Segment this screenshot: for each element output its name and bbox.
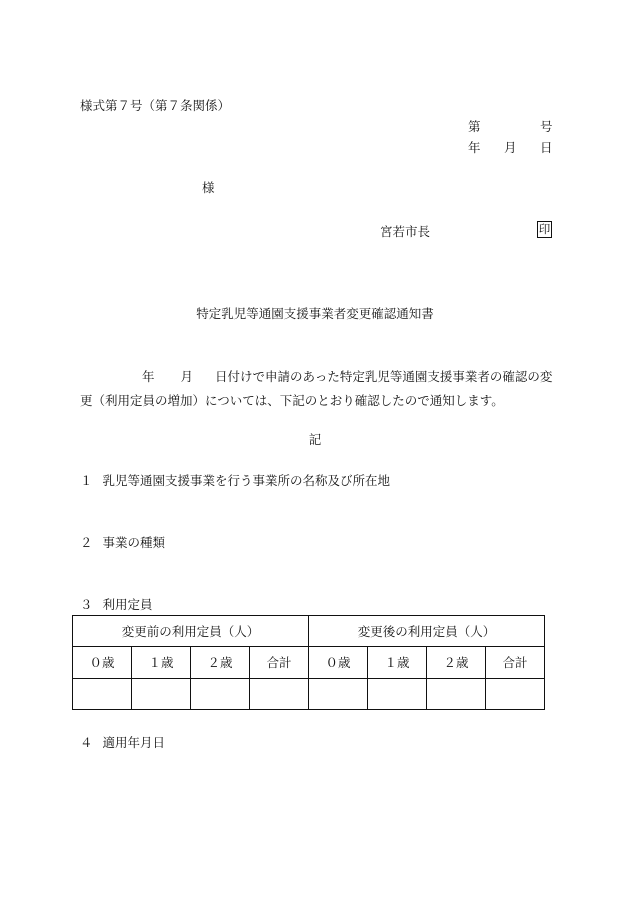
value-before-age2	[191, 679, 250, 710]
capacity-table-group-row	[73, 616, 545, 647]
value-after-age0	[309, 679, 368, 710]
form-number: 様式第７号（第７条関係）	[80, 98, 231, 113]
value-before-total	[250, 679, 309, 710]
column-header-before-age1: １歳	[132, 647, 191, 679]
body-year: 年	[142, 369, 155, 384]
reference-prefix: 第	[468, 119, 481, 134]
item-number: ２	[80, 535, 93, 550]
body-line-2: 更（利用定員の増加）については、下記のとおり確認したので通知します。	[80, 393, 504, 408]
document-title: 特定乳児等通園支援事業者変更確認通知書	[196, 306, 434, 321]
item-1	[80, 473, 390, 488]
item-label: 乳児等通園支援事業を行う事業所の名称及び所在地	[102, 473, 391, 488]
item-3	[80, 597, 153, 612]
group-after-header: 変更後の利用定員（人）	[309, 616, 545, 647]
body-line-1	[80, 365, 555, 389]
group-before-header: 変更前の利用定員（人）	[73, 616, 309, 647]
reference-suffix: 号	[540, 119, 553, 134]
date-day-label: 日	[540, 140, 553, 155]
capacity-table	[72, 615, 545, 710]
item-4	[80, 735, 165, 750]
item-number: ３	[80, 597, 93, 612]
capacity-table-column-row	[73, 647, 545, 679]
item-label: 利用定員	[102, 597, 153, 612]
value-after-age1	[368, 679, 427, 710]
addressee-suffix: 様	[202, 180, 215, 195]
column-header-before-total: 合計	[250, 647, 309, 679]
value-after-total	[486, 679, 545, 710]
item-label: 事業の種類	[102, 535, 166, 550]
column-header-after-age0: ０歳	[309, 647, 368, 679]
item-number: １	[80, 473, 93, 488]
seal-mark	[537, 221, 552, 238]
item-2	[80, 535, 165, 550]
item-label: 適用年月日	[102, 735, 166, 750]
column-header-after-age2: ２歳	[427, 647, 486, 679]
column-header-after-age1: １歳	[368, 647, 427, 679]
date-year-label: 年	[468, 140, 481, 155]
value-after-age2	[427, 679, 486, 710]
item-number: ４	[80, 735, 93, 750]
date-month-label: 月	[504, 140, 517, 155]
body-month: 月	[180, 369, 194, 384]
column-header-after-total: 合計	[486, 647, 545, 679]
value-before-age1	[132, 679, 191, 710]
body-paragraph	[80, 365, 555, 413]
value-before-age0	[73, 679, 132, 710]
capacity-table-value-row	[73, 679, 545, 710]
column-header-before-age2: ２歳	[191, 647, 250, 679]
ki-heading: 記	[308, 432, 322, 447]
body-line-1-text: 日付けで申請のあった特定乳児等通園支援事業者の確認の変	[215, 369, 553, 384]
column-header-before-age0: ０歳	[73, 647, 132, 679]
seal-label: 印	[538, 222, 551, 236]
issuer-name: 宮若市長	[380, 224, 431, 239]
